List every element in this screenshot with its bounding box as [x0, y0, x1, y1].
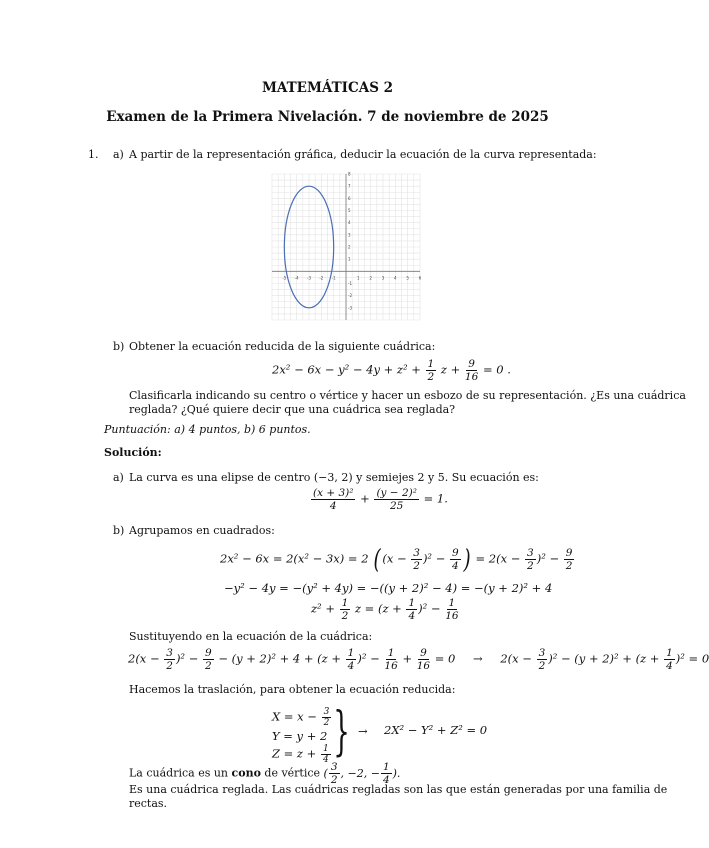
solution-a-label: a): [113, 471, 124, 484]
part-b-instructions-2: reglada? ¿Qué quiere decir que una cuádrica sea reglada?: [129, 403, 456, 416]
part-b-instructions-1: Clasificarla indicando su centro o vértice y hacer un esbozo de su representación. ¿Es una cuádrica: [129, 389, 686, 402]
y-tick-label: 1: [348, 256, 351, 262]
quadric-equation: 2x² − 6x − y² − 4y + z² + $\frac{1}{2}$ z + $\frac{9}{16}$ = 0 .: [272, 358, 511, 383]
solution-a-text: La curva es una elipse de centro (−3, 2) y semiejes 2 y 5. Su ecuación es:: [129, 471, 539, 484]
exam-subtitle: Examen de la Primera Nivelación. 7 de noviembre de 2025: [106, 109, 549, 125]
reduced-equation: 2X² − Y² + Z² = 0: [384, 723, 488, 737]
translation-arrow: →: [358, 724, 368, 738]
part-a-prompt: A partir de la representación gráfica, deducir la ecuación de la curva representada:: [129, 148, 597, 161]
translation-system: X = x − $\frac{3}{2}$ Y = y + 2 Z = z + $\frac{1}{4}$: [272, 707, 330, 765]
substitution-equation: 2(x − $\frac{3}{2}$ )² − $\frac{9}{2}$ − (y + 2)² + 4 + (z + $\frac{1}{4}$ )² − $\frac{1}{16}$ + $\frac{9}{16}$ = 0 → 2(x − $\frac{3}{2}$ )² − (y + 2)² + (z + $\frac{1}{4}$ )² = 0: [128, 647, 709, 672]
x-tick-label: -1: [331, 275, 336, 281]
part-a-label: a): [113, 148, 124, 161]
y-tick-label: 6: [348, 195, 351, 201]
solution-heading: Solución:: [104, 446, 162, 459]
ellipse-equation: $\frac{\text{(x + 3)²}}{4}$ + $\frac{\text{(y − 2)²}}{25}$ = 1.: [313, 487, 448, 512]
x-tick-label: 6: [418, 275, 422, 281]
x-tick-label: 3: [381, 275, 385, 281]
square-x-line: 2x² − 6x = 2(x² − 3x) = 2 ( (x − $\frac{3}{2}$ )² − $\frac{9}{4}$ ) = 2(x − $\frac{3}{2}$ )² − $\frac{9}{2}$: [220, 544, 573, 575]
x-tick-label: 5: [406, 275, 409, 281]
problem-number: 1.: [88, 148, 99, 161]
x-tick-label: -3: [307, 275, 311, 281]
x-tick-label: 1: [357, 275, 360, 281]
x-tick-label: 4: [394, 275, 397, 281]
ruled-explanation-2: rectas.: [129, 797, 168, 810]
part-b-label: b): [113, 340, 125, 353]
scoring-note: Puntuación: a) 4 puntos, b) 6 puntos.: [104, 423, 311, 436]
y-tick-label: 2: [348, 244, 351, 250]
part-b-prompt: Obtener la ecuación reducida de la siguiente cuádrica:: [129, 340, 436, 353]
solution-b-text: Agrupamos en cuadrados:: [129, 524, 275, 537]
y-tick-label: 3: [348, 232, 351, 238]
square-y-line: −y² − 4y = −(y² + 4y) = −((y + 2)² − 4) = −(y + 2)² + 4: [224, 581, 553, 595]
x-tick-label: -4: [294, 275, 299, 281]
y-tick-label: 4: [348, 220, 351, 226]
solution-b-label: b): [113, 524, 125, 537]
y-tick-label: -1: [348, 281, 352, 286]
ellipse-graph: [268, 170, 424, 324]
translation-text: Hacemos la traslación, para obtener la ecuación reducida:: [129, 683, 456, 696]
page-title: MATEMÁTICAS 2: [261, 80, 394, 96]
substitution-text: Sustituyendo en la ecuación de la cuádrica:: [129, 630, 373, 643]
y-tick-label: -3: [348, 305, 352, 311]
x-tick-label: -5: [282, 275, 287, 281]
cone-conclusion: La cuádrica es un cono de vértice ( $\frac{3}{2}$ , −2, − $\frac{1}{4}$ ).: [129, 761, 401, 786]
translation-brace: }: [333, 702, 350, 762]
ruled-explanation-1: Es una cuádrica reglada. Las cuádricas regladas son las que están generadas por una familia de: [129, 783, 668, 796]
square-z-line: z² + $\frac{1}{2}$ z = (z + $\frac{1}{4}$ )² − $\frac{1}{16}$: [311, 597, 459, 622]
y-tick-label: 8: [348, 171, 351, 177]
y-tick-label: 5: [348, 208, 351, 213]
x-tick-label: 2: [369, 275, 372, 281]
y-tick-label: -2: [348, 293, 352, 299]
x-tick-label: -2: [319, 275, 324, 281]
y-tick-label: 7: [348, 183, 351, 189]
